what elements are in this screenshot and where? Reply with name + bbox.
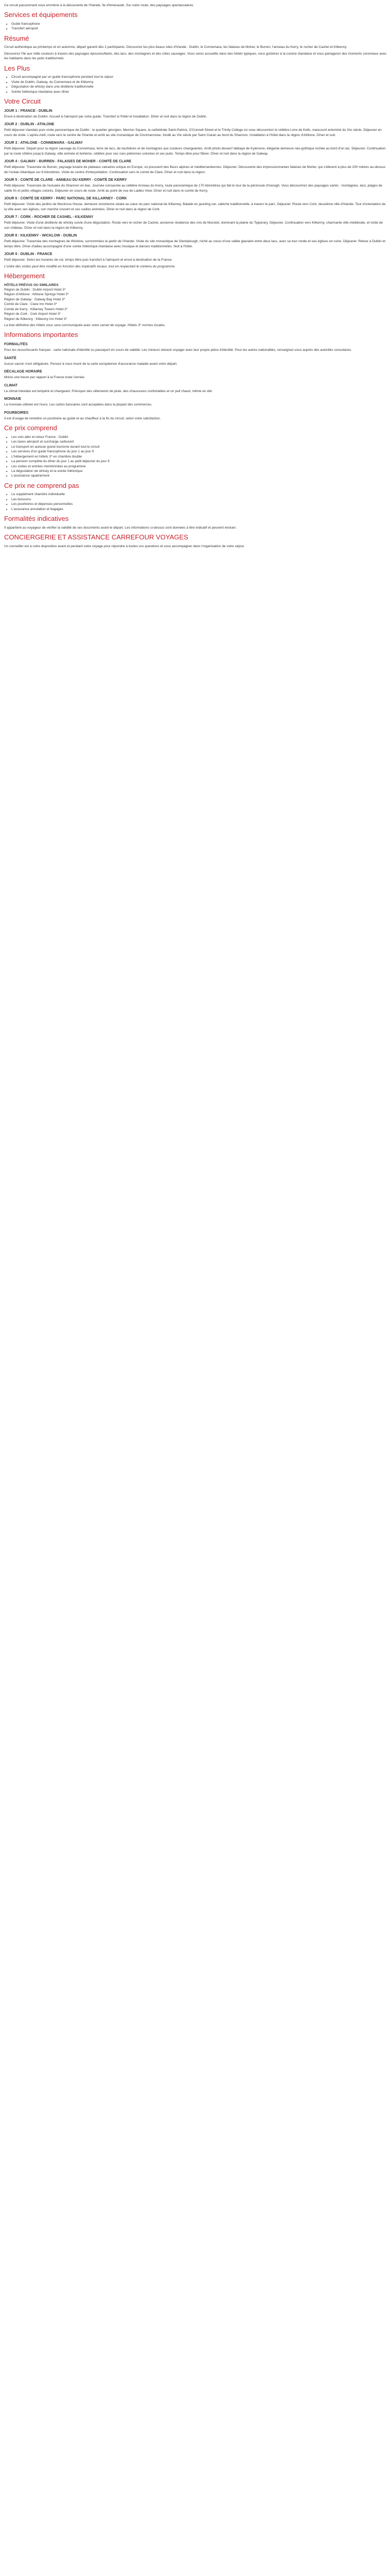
prix-comprend-list	[4, 435, 387, 479]
day-text: Petit déjeuner. Visite d'une distillerie de whisky suivie d'une dégustation. Route vers le rocher de Cashel, ancienne résidence des rois de Munster, dominant la plaine du Tipperary. Déjeuner. Continuation vers Kilkenny, charmante ville médiévale, et visite de son château. Dîner et nuit dans la région de Kilkenny.	[4, 221, 383, 230]
day-text: Petit déjeuner. Traversée du Burren, paysage lunaire de plateaux calcaires unique en Europe, où poussent des fleurs alpines et méditerranéennes. Déjeuner. Découverte des impressionnantes falaises de Moher, qui s'élèvent à plus de 200 mètres au-dessus de l'océan Atlantique sur 8 kilomètres. Visite du centre d'interprétation. Continuation vers le comté de Clare. Dîner et nuit dans la région.	[4, 165, 386, 174]
info-section	[4, 397, 387, 408]
list-item: • Les taxes aéroport et surcharge carburant	[11, 439, 387, 444]
day-label: JOUR 2 : DUBLIN - ATHLONE	[4, 123, 55, 127]
day-block	[4, 122, 387, 138]
day-text: Petit déjeuner. Traversée de l'estuaire du Shannon en bac. Journée consacrée au célèbre Anneau du Kerry, route panoramique de 170 kilomètres qui fait le tour de la péninsule d'Iveragh. Vous découvrirez des paysages variés : montagnes, lacs, plages de sable fin et petits villages colorés. Déjeuner en cours de route. Arrêt au point de vue de Ladies View. Dîner et nuit dans le comté de Kerry.	[4, 184, 382, 193]
day-block	[4, 252, 387, 263]
day-text: Petit déjeuner. Visite des jardins de Muckross House, demeure victorienne située au cœur du parc national de Killarney. Balade en jaunting car, calèche traditionnelle, à travers le parc. Déjeuner. Route vers Cork, deuxième ville d'Irlande. Tour d'orientation de la ville avec ses églises, son marché couvert et ses ruelles animées. Dîner et nuit dans la région de Cork.	[4, 202, 386, 211]
list-item: Région de Kilkenny : Kilkenny Inn Hotel 3*	[4, 317, 67, 321]
info-subtitle: SANTÉ	[4, 356, 17, 360]
list-item: • Visite de Dublin, Galway, du Connemara et de Kilkenny	[11, 80, 387, 84]
list-item: Comté de Kerry : Killarney Towers Hotel 3*	[4, 307, 68, 311]
day-block	[4, 178, 387, 193]
list-item: • La pension complète du dîner du jour 1 au petit déjeuner du jour 9	[11, 459, 387, 464]
list-item: Région de Dublin : Dublin Airport Hotel 3*	[4, 288, 66, 292]
list-item: Comté de Clare : Clare Inn Hotel 3*	[4, 302, 57, 307]
circuit-title: Votre Circuit	[4, 97, 41, 105]
info-section	[4, 356, 387, 367]
day-label: JOUR 8 : KILKENNY - WICKLOW - DUBLIN	[4, 234, 77, 238]
info-text: Aucun vaccin n'est obligatoire. Pensez à vous munir de la carte européenne d'assurance maladie avant votre départ.	[4, 362, 177, 366]
resume-title: Résumé	[4, 34, 29, 42]
info-section	[4, 342, 387, 353]
day-block	[4, 215, 387, 230]
info-text: La monnaie utilisée est l'euro. Les cartes bancaires sont acceptées dans la plupart des commerces.	[4, 403, 153, 407]
services-list	[4, 22, 387, 31]
info-text: Il est d'usage de remettre un pourboire au guide et au chauffeur à la fin du circuit, selon votre satisfaction.	[4, 416, 161, 420]
info-section	[4, 411, 387, 421]
intro-text: Ce circuit passionnant vous emmène à la découverte de l'Irlande, île d'émeraude. Sur votre route, des paysages spectaculaires.	[4, 4, 194, 7]
day-text: Envol à destination de Dublin. Accueil à l'aéroport par votre guide. Transfert à l'hôtel et installation. Dîner et nuit dans la région de Dublin.	[4, 114, 207, 118]
info-subtitle: FORMALITÉS	[4, 343, 28, 347]
day-block	[4, 109, 387, 120]
list-item: • L'hébergement en hôtels 3* en chambre double	[11, 454, 387, 459]
informations-title: Informations importantes	[4, 331, 78, 339]
list-item: • Dégustation de whisky dans une distillerie traditionnelle	[11, 84, 387, 89]
day-text: Petit déjeuner. Traversée des montagnes de Wicklow, surnommées le jardin de l'Irlande. Visite du site monastique de Glendalough, niché au creux d'une vallée glaciaire entre deux lacs, avec sa tour ronde et ses églises en ruine. Déjeuner. Retour à Dublin et temps libre. Dîner d'adieu accompagné d'une soirée folklorique irlandaise avec musique et danses traditionnelles. Nuit à l'hôtel.	[4, 240, 386, 248]
day-text: Petit déjeuner irlandais puis visite panoramique de Dublin : le quartier géorgien, Merrion Square, la cathédrale Saint-Patrick, O'Connell Street et le Trinity College où vous découvrirez le célèbre Livre de Kells, manuscrit enluminé du IXe siècle. Déjeuner en cours de visite. L'après-midi, route vers le centre de l'Irlande et arrêt au site monastique de Clonmacnoise, fondé au VIe siècle par Saint Ciaran au bord du Shannon. Installation à l'hôtel dans la région d'Athlone. Dîner et nuit.	[4, 128, 382, 137]
info-text: Moins une heure par rapport à la France toute l'année.	[4, 376, 85, 380]
list-item: • Les pourboires et dépenses personnelles	[11, 502, 387, 506]
day-label: JOUR 1 : FRANCE - DUBLIN	[4, 109, 53, 113]
prix-ne-comprend-pas-title: Ce prix ne comprend pas	[4, 481, 79, 489]
info-subtitle: CLIMAT	[4, 383, 18, 387]
hebergement-title: Hébergement	[4, 272, 45, 280]
info-subtitle: DÉCALAGE HORAIRE	[4, 370, 42, 374]
prix-ne-comprend-pas-list	[4, 492, 387, 512]
list-item: Région de Galway : Galway Bay Hotel 3*	[4, 297, 66, 301]
list-item: • La dégustation de whisky et la soirée folklorique	[11, 469, 387, 473]
formalites-text: Il appartient au voyageur de vérifier la validité de ses documents avant le départ. Les informations ci-dessus sont données à titre indicatif et peuvent évoluer.	[4, 526, 237, 530]
conciergerie-text: Un conseiller est à votre disposition avant et pendant votre voyage pour répondre à toutes vos questions et vous accompagner dans l'organisation de votre séjour.	[4, 544, 245, 548]
prix-comprend-title: Ce prix comprend	[4, 424, 57, 432]
day-text: Petit déjeuner. Départ pour la région sauvage du Connemara, terre de lacs, de tourbières et de montagnes aux couleurs changeantes. Arrêt photo devant l'abbaye de Kylemore, élégante demeure néo-gothique nichée au bord d'un lac. Déjeuner. Continuation par la route côtière jusqu'à Galway, ville animée et bohème, célèbre pour ses rues piétonnes colorées et ses pubs. Temps libre pour flâner. Dîner et nuit dans la région de Galway.	[4, 147, 386, 156]
day-block	[4, 233, 387, 249]
list-item: Région d'Athlone : Athlone Springs Hotel 3*	[4, 293, 69, 297]
list-item: • Les boissons	[11, 497, 387, 502]
day-label: JOUR 7 : CORK - ROCHER DE CASHEL - KILKENNY	[4, 215, 93, 219]
list-item: • Guide francophone	[11, 22, 387, 26]
hebergement-note: La liste définitive des hôtels vous sera communiquée avec votre carnet de voyage. Hôtels 3* normes locales.	[4, 324, 166, 327]
day-label: JOUR 9 : DUBLIN - FRANCE	[4, 252, 53, 257]
circuit-note: L'ordre des visites peut être modifié en fonction des impératifs locaux, tout en respectant le contenu du programme.	[4, 264, 176, 268]
list-item: • L'assurance annulation et bagages	[11, 507, 387, 512]
list-item: • Soirée folklorique irlandaise avec dîner	[11, 90, 387, 94]
list-item: • Le transport en autocar grand tourisme durant tout le circuit	[11, 445, 387, 449]
info-section	[4, 369, 387, 380]
hotels-title: HÔTELS PRÉVUS OU SIMILAIRES	[4, 283, 59, 287]
day-block	[4, 159, 387, 175]
plus-title: Les Plus	[4, 64, 30, 72]
list-item: • Les services d'un guide francophone du jour 1 au jour 9	[11, 449, 387, 454]
list-item: • Circuit accompagné par un guide francophone pendant tout le séjour	[11, 75, 387, 79]
list-item: • Les visites et entrées mentionnées au programme	[11, 464, 387, 469]
day-label: JOUR 6 : COMTÉ DE KERRY - PARC NATIONAL DE KILLARNEY - CORK	[4, 197, 127, 201]
list-item: • Les vols aller et retour France - Dublin	[11, 435, 387, 439]
services-title: Services et équipements	[4, 11, 78, 19]
list-item: • L'assistance rapatriement	[11, 473, 387, 478]
plus-list	[4, 75, 387, 94]
info-section	[4, 383, 387, 394]
formalites-title: Formalités indicatives	[4, 515, 69, 523]
info-subtitle: MONNAIE	[4, 397, 22, 401]
page	[0, 0, 391, 549]
day-label: JOUR 3 : ATHLONE - CONNEMARA - GALWAY	[4, 141, 83, 145]
list-item: • Transfert aéroport	[11, 26, 387, 31]
day-label: JOUR 4 : GALWAY - BURREN - FALAISES DE MOHER - COMTÉ DE CLARE	[4, 160, 132, 164]
day-block	[4, 141, 387, 156]
day-block	[4, 196, 387, 212]
list-item: • Le supplément chambre individuelle	[11, 492, 387, 497]
day-text: Petit déjeuner. Selon les horaires de vol, temps libre puis transfert à l'aéroport et envol à destination de la France.	[4, 258, 173, 262]
hotels-list	[4, 287, 387, 321]
conciergerie-title: CONCIERGERIE ET ASSISTANCE CARREFOUR VOYAGES	[4, 533, 188, 541]
resume-paragraph: Circuit authentique au printemps et en automne, départ garanti dès 2 participants. Découvrez les plus beaux sites d'Irlande : Dublin, le Connemara, les falaises de Moher, le Burren, l'anneau du Kerry, le rocher de Cashel et Kilkenny.	[4, 45, 347, 49]
day-label: JOUR 5 : COMTÉ DE CLARE - ANNEAU DU KERRY - COMTÉ DE KERRY	[4, 178, 127, 182]
list-item: Région de Cork : Cork Airport Hotel 3*	[4, 312, 61, 316]
resume-paragraph: Découvrez l'île aux mille couleurs à travers des paysages époustouflants, des lacs, des montagnes et des côtes sauvages. Vous serez accueillis dans des hôtels typiques, vous goûterez à la cuisine irlandaise et vous partagerez des moments conviviaux avec les habitants dans les pubs traditionnels.	[4, 52, 387, 61]
info-subtitle: POURBOIRES	[4, 411, 29, 415]
info-text: Le climat irlandais est tempéré et changeant. Prévoyez des vêtements de pluie, des chaussures confortables et un pull chaud, même en été.	[4, 389, 213, 393]
info-text: Pour les ressortissants français : carte nationale d'identité ou passeport en cours de validité. Les mineurs doivent voyager avec leur propre pièce d'identité. Pour les autres nationalités, renseignez-vous auprès des autorités consulaires.	[4, 348, 352, 352]
